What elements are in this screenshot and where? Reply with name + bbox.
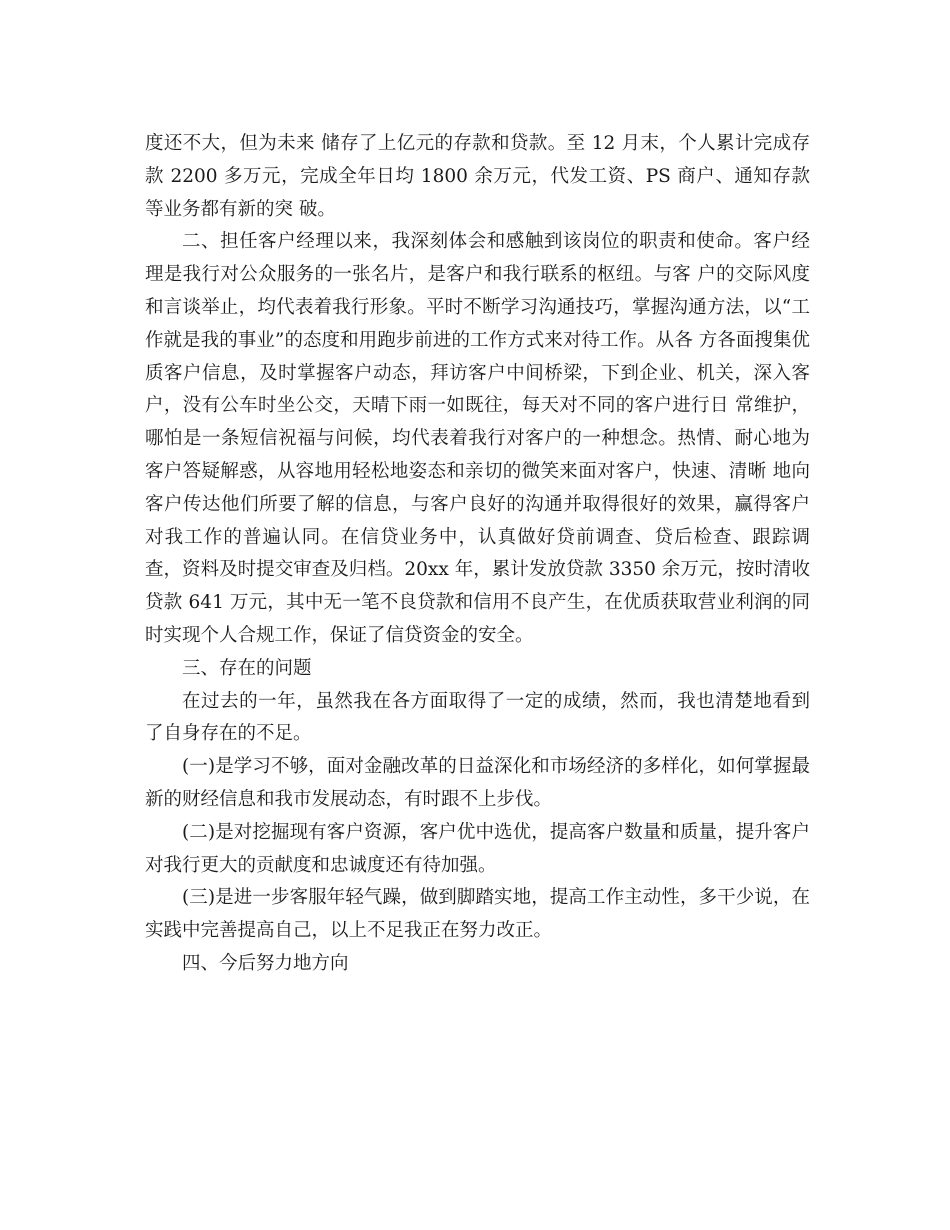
heading-section-3: 三、存在的问题 [182,657,312,679]
paragraph-problems-intro: 在过去的一年，虽然我在各方面取得了一定的成绩，然而，我也清楚地看到了自身存在的不足。 [145,690,810,745]
paragraph-problem-2: (二)是对挖掘现有客户资源，客户优中选优，提高客户数量和质量，提升客户对我行更大的贡献度和忠诚度还有待加强。 [145,821,810,876]
paragraph-problem-1: (一)是学习不够，面对金融改革的日益深化和市场经济的多样化，如何掌握最新的财经信息和我市发展动态，有时跟不上步伐。 [145,756,810,810]
document-body [145,128,810,981]
paragraph-continuation: 度还不大，但为未来 储存了上亿元的存款和贷款。至 12 月末，个人累计完成存款 2200 多万元，完成全年日均 1800 余万元，代发工资、PS 商户、通知存款等业务都有新的突 破。 [145,133,810,220]
heading-section-4: 四、今后努力地方向 [182,952,349,974]
paragraph-section-2: 二、担任客户经理以来，我深刻体会和感触到该岗位的职责和使命。客户经理是我行对公众服务的一张名片，是客户和我行联系的枢纽。与客 户的交际风度和言谈举止，均代表着我行形象。平时不断学习沟通技巧，掌握沟通方法，以“工作就是我的事业”的态度和用跑步前进的工作方式来对待工作。从各 方各面搜集优质客户信息，及时掌握客户动态，拜访客户中间桥梁，下到企业、机关，深入客户，没有公车时坐公交，天晴下雨一如既往，每天对不同的客户进行日 常维护，哪怕是一条短信祝福与问候，均代表着我行对客户的一种想念。热情、耐心地为客户答疑解惑，从容地用轻松地姿态和亲切的微笑来面对客户，快速、清晰 地向客户传达他们所要了解的信息，与客户良好的沟通并取得很好的效果，赢得客户对我工作的普遍认同。在信贷业务中，认真做好贷前调查、贷后检查、跟踪调 查，资料及时提交审查及归档。20xx 年，累计发放贷款 3350 余万元，按时清收贷款 641 万元，其中无一笔不良贷款和信用不良产生，在优质获取营业利润的同时实现个人合规工作，保证了信贷资金的安全。 [145,231,810,646]
paragraph-problem-3: (三)是进一步客服年轻气躁，做到脚踏实地，提高工作主动性，多干少说，在实践中完善提高自己，以上不足我正在努力改正。 [145,887,810,942]
